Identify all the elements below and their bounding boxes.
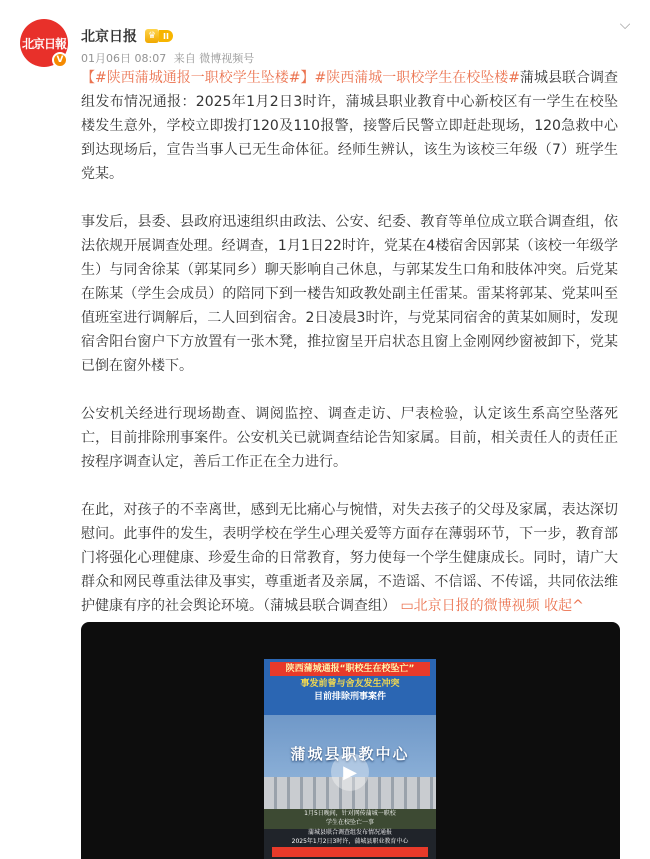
video-source-link[interactable]: ▭北京日报的微博视频 [400,598,540,614]
thumbnail-caption-bar [272,847,428,857]
topic-tag-1[interactable]: 【#陕西蒲城通报一职校学生坠楼#】 [81,70,315,86]
crown-icon: ♛ [145,29,159,43]
thumbnail-caption-4: 2025年1月2日3时许，蒲城县职业教育中心 [291,838,409,845]
avatar[interactable]: 北京日報 [20,19,68,67]
thumbnail-caption-1: 1月5日晚间，针对网传蒲城一职校 [304,810,396,817]
post-content [81,66,618,618]
thumbnail-caption-2: 学生在校坠亡一事 [325,819,374,826]
post-source: 来自 微博视频号 [173,52,255,65]
paragraph-4-text: 在此，对孩子的不幸离世，感到无比痛心与惋惜，对失去孩子的父母及家属，表达深切慰问。此事件的发生，表明学校在学生心理关爱等方面存在薄弱环节，下一步，教育部门将强化心理健康、珍爱生命的日常教育，努力使每一个学生健康成长。同时，请广大群众和网民尊重法律及事实，尊重逝者及亲属，不造谣、不信谣、不传谣，共同依法维护健康有序的社会舆论环境。（蒲城县联合调查组） [81,502,618,614]
level-label: II [159,30,173,42]
paragraph-1-text: 蒲城县联合调查组发布情况通报：2025年1月2日3时许，蒲城县职业教育中心新校区有一学生在校坠楼发生意外，学校立即拨打120及110报警，接警后民警立即赶赴现场，120急救中心到达现场后，宣告当事人已无生命体征。经师生辨认，该生为该校三年级（7）班学生党某。 [81,70,618,182]
play-icon[interactable]: ▶ [331,753,369,791]
paragraph-1 [81,66,618,186]
post-meta [81,50,258,66]
collapse-link[interactable]: 收起^ [544,598,584,614]
thumbnail-sign: 蒲城县职教中心 [290,745,410,763]
post-date[interactable]: 01月06日 08:07 [81,52,167,65]
verified-icon: V [52,52,68,68]
paragraph-2: 事发后，县委、县政府迅速组织由政法、公安、纪委、教育等单位成立联合调查组，依法依规开展调查处理。经调查，1月1日22时许，党某在4楼宿舍因郭某（该校一年级学生）与同舍徐某（郭某同乡）聊天影响自己休息，与郭某发生口角和肢体冲突。后党某在陈某（学生会成员）的陪同下到一楼告知政教处副主任雷某。雷某将郭某、党某叫至值班室进行调解后，二人回到宿舍。2日凌晨3时许，与党某同宿舍的黄某如厕时，发现宿舍阳台窗户下方放置有一张木凳，推拉窗呈开启状态且窗上金刚网纱窗被卸下，党某已倒在窗外楼下。 [81,214,618,374]
paragraph-3: 公安机关经进行现场勘查、调阅监控、调查走访、尸表检验，认定该生系高空坠落死亡，目前排除刑事案件。公安机关已就调查结论告知家属。目前，相关责任人的责任正按程序调查认定，善后工作正在全力进行。 [81,406,618,470]
thumbnail-subtitle-2: 目前排除刑事案件 [313,692,386,702]
thumbnail-subtitle: 事发前曾与舍友发生冲突 [300,679,400,689]
video-player[interactable] [81,622,620,859]
thumbnail-caption-3: 蒲城县联合调查组发布情况通报 [307,829,392,836]
paragraph-4 [81,498,618,618]
chevron-down-icon[interactable]: ⌵ [619,17,631,33]
username[interactable]: 北京日报 [81,29,137,45]
thumbnail-title: 陕西蒲城通报“职校生在校坠亡” [270,662,430,676]
level-badge [145,28,173,44]
topic-tag-2[interactable]: #陕西蒲城一职校学生在校坠楼# [314,70,520,86]
